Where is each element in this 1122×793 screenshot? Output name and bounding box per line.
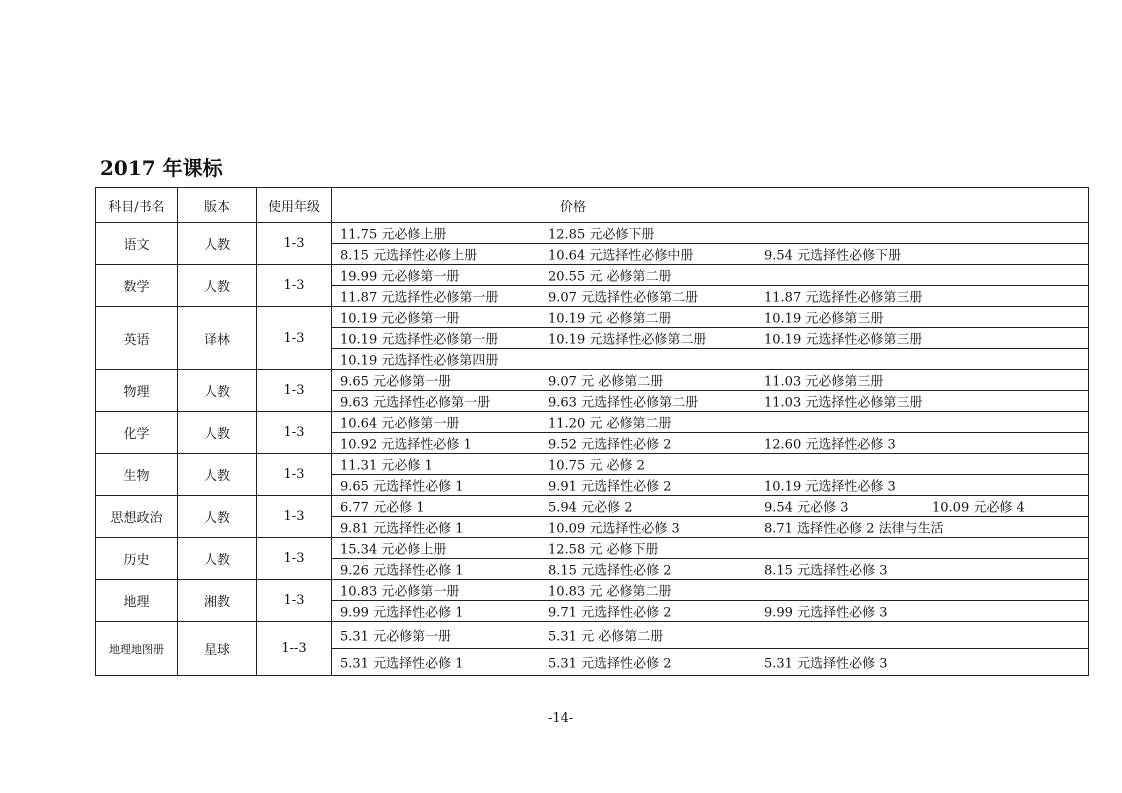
price-item: 8.15 元选择性必修上册	[340, 248, 478, 264]
price-item: 11.31 元必修 1	[340, 458, 433, 474]
edition-cell: 人教	[178, 223, 257, 265]
price-line	[332, 370, 1089, 391]
price-item: 12.60 元选择性必修 3	[764, 437, 896, 453]
table-row	[96, 454, 1089, 475]
price-line	[332, 475, 1089, 496]
price-item: 8.15 元选择性必修 3	[764, 563, 888, 579]
price-line	[332, 265, 1089, 286]
table-row	[96, 307, 1089, 328]
header-edition: 版本	[178, 188, 257, 223]
table-row	[96, 265, 1089, 286]
price-item: 5.31 元选择性必修 2	[548, 656, 672, 672]
price-line	[332, 244, 1089, 265]
price-item: 9.65 元选择性必修 1	[340, 479, 464, 495]
table-row	[96, 580, 1089, 601]
price-item: 10.64 元选择性必修中册	[548, 248, 694, 264]
edition-cell: 人教	[178, 370, 257, 412]
price-item: 10.19 元选择性必修 3	[764, 479, 896, 495]
price-line	[332, 580, 1089, 601]
price-line	[332, 412, 1089, 433]
price-line	[332, 307, 1089, 328]
price-item: 9.99 元选择性必修 1	[340, 605, 464, 621]
price-item: 11.87 元选择性必修第一册	[340, 290, 499, 306]
subject-cell: 地理	[96, 580, 178, 622]
price-item: 8.71 选择性必修 2 法律与生活	[764, 521, 944, 537]
price-item: 19.99 元必修第一册	[340, 269, 460, 285]
price-item: 11.03 元必修第三册	[764, 374, 884, 390]
header-price: 价格	[332, 188, 1089, 223]
edition-cell: 湘教	[178, 580, 257, 622]
price-line	[332, 349, 1089, 370]
edition-cell: 星球	[178, 622, 257, 676]
table-row	[96, 223, 1089, 244]
table-row	[96, 538, 1089, 559]
price-item: 20.55 元 必修第二册	[548, 269, 672, 285]
grade-cell: 1-3	[257, 265, 332, 307]
price-item: 9.26 元选择性必修 1	[340, 563, 464, 579]
price-item: 5.31 元选择性必修 1	[340, 656, 464, 672]
grade-cell: 1-3	[257, 370, 332, 412]
price-line	[332, 622, 1089, 649]
edition-cell: 人教	[178, 454, 257, 496]
price-line	[332, 286, 1089, 307]
header-grade: 使用年级	[257, 188, 332, 223]
price-item: 9.91 元选择性必修 2	[548, 479, 672, 495]
grade-cell: 1--3	[257, 622, 332, 676]
subject-cell: 物理	[96, 370, 178, 412]
subject-cell: 历史	[96, 538, 178, 580]
subject-cell: 化学	[96, 412, 178, 454]
grade-cell: 1-3	[257, 538, 332, 580]
price-item: 9.71 元选择性必修 2	[548, 605, 672, 621]
price-line	[332, 496, 1089, 517]
price-line	[332, 433, 1089, 454]
price-line	[332, 601, 1089, 622]
textbook-price-table	[95, 187, 1089, 676]
price-item: 11.03 元选择性必修第三册	[764, 395, 923, 411]
price-item: 10.19 元选择性必修第二册	[548, 332, 707, 348]
price-item: 8.15 元选择性必修 2	[548, 563, 672, 579]
price-item: 10.09 元选择性必修 3	[548, 521, 680, 537]
edition-cell: 人教	[178, 265, 257, 307]
grade-cell: 1-3	[257, 223, 332, 265]
price-item: 10.19 元必修第三册	[764, 311, 884, 327]
price-line	[332, 223, 1089, 244]
grade-cell: 1-3	[257, 454, 332, 496]
price-line	[332, 559, 1089, 580]
price-item: 5.94 元必修 2	[548, 500, 633, 516]
price-line	[332, 454, 1089, 475]
price-item: 10.19 元选择性必修第三册	[764, 332, 923, 348]
grade-cell: 1-3	[257, 496, 332, 538]
page-number: -14-	[548, 711, 574, 726]
price-item: 9.54 元选择性必修下册	[764, 248, 902, 264]
price-item: 15.34 元必修上册	[340, 542, 447, 558]
price-line	[332, 391, 1089, 412]
subject-cell: 生物	[96, 454, 178, 496]
price-item: 11.87 元选择性必修第三册	[764, 290, 923, 306]
price-item: 12.85 元必修下册	[548, 227, 655, 243]
price-item: 12.58 元 必修下册	[548, 542, 659, 558]
subject-cell: 英语	[96, 307, 178, 370]
price-item: 9.99 元选择性必修 3	[764, 605, 888, 621]
price-item: 9.65 元必修第一册	[340, 374, 452, 390]
grade-cell: 1-3	[257, 412, 332, 454]
price-item: 9.52 元选择性必修 2	[548, 437, 672, 453]
header-subject: 科目/书名	[96, 188, 178, 223]
price-item: 9.81 元选择性必修 1	[340, 521, 464, 537]
price-item: 5.31 元选择性必修 3	[764, 656, 888, 672]
price-item: 10.19 元选择性必修第一册	[340, 332, 499, 348]
price-line	[332, 538, 1089, 559]
price-item: 6.77 元必修 1	[340, 500, 425, 516]
subject-cell: 语文	[96, 223, 178, 265]
price-line	[332, 328, 1089, 349]
price-line	[332, 649, 1089, 676]
price-item: 9.63 元选择性必修第二册	[548, 395, 699, 411]
table-body	[96, 223, 1089, 676]
table-row	[96, 496, 1089, 517]
price-item: 10.19 元选择性必修第四册	[340, 353, 499, 369]
page-title: 2017 年课标	[100, 156, 223, 180]
price-item: 5.31 元必修第一册	[340, 629, 452, 645]
price-item: 10.92 元选择性必修 1	[340, 437, 472, 453]
price-item: 9.63 元选择性必修第一册	[340, 395, 491, 411]
price-item: 9.54 元必修 3	[764, 500, 849, 516]
price-item: 10.09 元必修 4	[932, 500, 1025, 516]
edition-cell: 人教	[178, 412, 257, 454]
price-item: 5.31 元 必修第二册	[548, 629, 664, 645]
price-item: 10.19 元 必修第二册	[548, 311, 672, 327]
price-item: 10.83 元 必修第二册	[548, 584, 672, 600]
subject-cell: 数学	[96, 265, 178, 307]
edition-cell: 译林	[178, 307, 257, 370]
grade-cell: 1-3	[257, 580, 332, 622]
table-header-row	[96, 188, 1089, 223]
edition-cell: 人教	[178, 496, 257, 538]
table-row	[96, 622, 1089, 649]
price-item: 9.07 元 必修第二册	[548, 374, 664, 390]
price-item: 10.19 元必修第一册	[340, 311, 460, 327]
subject-cell: 思想政治	[96, 496, 178, 538]
table-row	[96, 412, 1089, 433]
price-item: 10.75 元 必修 2	[548, 458, 645, 474]
price-item: 11.75 元必修上册	[340, 227, 447, 243]
price-line	[332, 517, 1089, 538]
price-item: 11.20 元 必修第二册	[548, 416, 672, 432]
price-item: 10.64 元必修第一册	[340, 416, 460, 432]
price-item: 9.07 元选择性必修第二册	[548, 290, 699, 306]
price-item: 10.83 元必修第一册	[340, 584, 460, 600]
table-row	[96, 370, 1089, 391]
edition-cell: 人教	[178, 538, 257, 580]
subject-cell: 地理地图册	[96, 622, 178, 676]
grade-cell: 1-3	[257, 307, 332, 370]
